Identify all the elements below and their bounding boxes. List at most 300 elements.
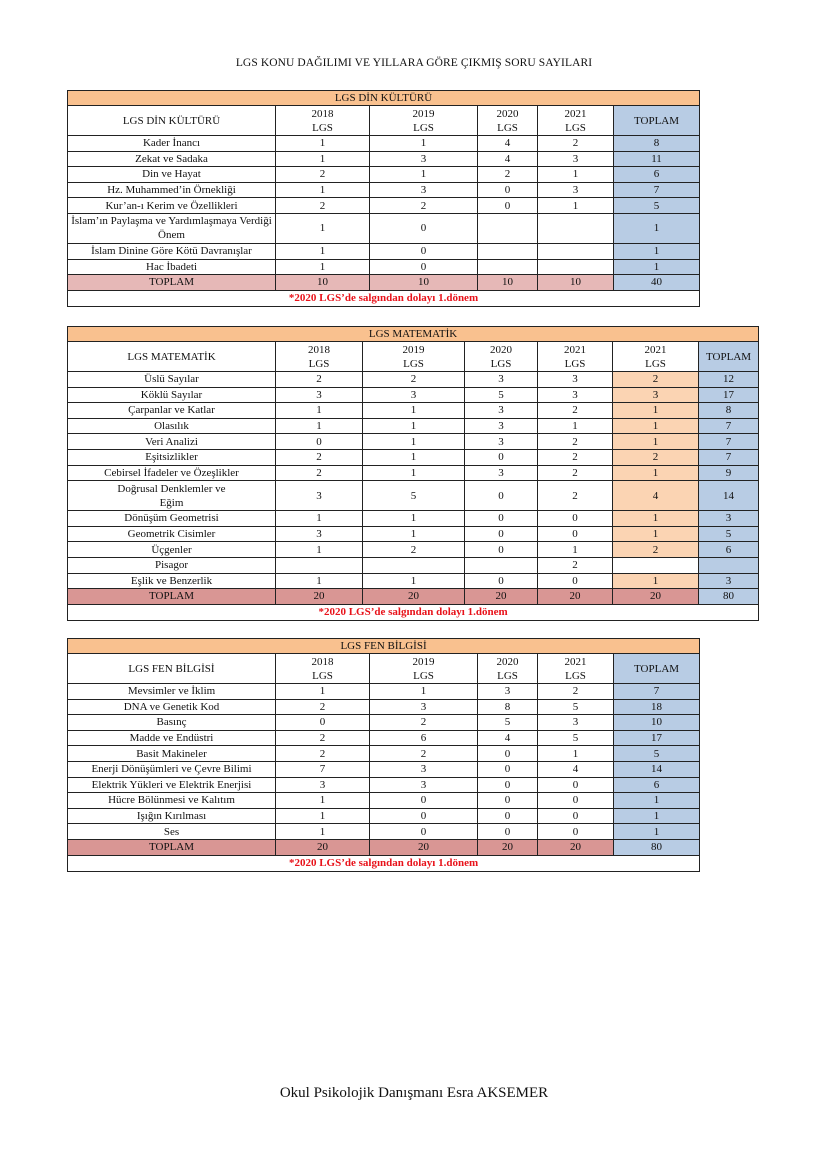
question-count: 1: [276, 684, 370, 700]
question-count: 0: [478, 793, 538, 809]
question-count: [538, 213, 614, 243]
year-sum: 10: [370, 275, 478, 291]
sum-row: [68, 275, 700, 291]
table-row: [68, 824, 700, 840]
question-count: 1: [613, 465, 699, 481]
question-count: 5: [538, 730, 614, 746]
question-count: 1: [276, 824, 370, 840]
question-count: 2: [370, 715, 478, 731]
year-label: 2021: [564, 343, 586, 356]
year-label: 2021: [564, 655, 587, 668]
exam-label: LGS: [312, 669, 333, 682]
table-row: [68, 481, 759, 511]
question-count: 0: [478, 824, 538, 840]
question-count: 1: [363, 449, 465, 465]
year-column-header: [538, 654, 614, 684]
table-row: [68, 213, 700, 243]
total-column-header: TOPLAM: [614, 654, 700, 684]
topic-label: Cebirsel İfadeler ve Özeşlikler: [68, 465, 276, 481]
question-count: 1: [363, 434, 465, 450]
question-count: 2: [538, 449, 613, 465]
question-count: 2: [276, 449, 363, 465]
question-count: 3: [465, 403, 538, 419]
year-column-header: [478, 106, 538, 136]
row-total: 7: [699, 449, 759, 465]
question-count: 2: [363, 542, 465, 558]
table-row: [68, 198, 700, 214]
question-count: 3: [538, 387, 613, 403]
question-count: 3: [465, 418, 538, 434]
table-row: [68, 151, 700, 167]
question-count: 1: [276, 403, 363, 419]
table-title-row: [68, 327, 759, 342]
topic-label: Üçgenler: [68, 542, 276, 558]
total-column-header: TOPLAM: [614, 106, 700, 136]
year-column-header: [363, 342, 465, 372]
question-count: 0: [538, 526, 613, 542]
exam-label: LGS: [413, 669, 434, 682]
question-count: 0: [276, 434, 363, 450]
question-count: 4: [478, 151, 538, 167]
year-column-header: [478, 654, 538, 684]
topic-label: Işığın Kırılması: [68, 808, 276, 824]
question-count: 2: [613, 372, 699, 388]
question-count: 0: [465, 481, 538, 511]
question-count: 3: [465, 434, 538, 450]
year-sum: 20: [370, 839, 478, 855]
row-total: 6: [614, 777, 700, 793]
row-total: 5: [699, 526, 759, 542]
question-count: 5: [465, 387, 538, 403]
question-count: 1: [370, 136, 478, 152]
question-count: 1: [613, 511, 699, 527]
question-count: 0: [478, 198, 538, 214]
question-count: 1: [538, 167, 614, 183]
row-total: 11: [614, 151, 700, 167]
row-total: 6: [614, 167, 700, 183]
question-count: [363, 557, 465, 573]
question-count: [465, 557, 538, 573]
question-count: 0: [276, 715, 370, 731]
header-row: [68, 342, 759, 372]
year-column-header: [538, 106, 614, 136]
year-label: 2018: [308, 343, 330, 356]
row-total: 7: [699, 418, 759, 434]
question-count: 2: [613, 449, 699, 465]
question-count: 1: [276, 418, 363, 434]
question-count: [478, 259, 538, 275]
corner-header: LGS FEN BİLGİSİ: [68, 654, 276, 684]
question-count: 3: [465, 465, 538, 481]
exam-label: LGS: [645, 357, 666, 370]
topic-label: Üslü Sayılar: [68, 372, 276, 388]
row-total: 9: [699, 465, 759, 481]
question-count: 3: [370, 699, 478, 715]
total-column-header: TOPLAM: [699, 342, 759, 372]
question-count: 0: [370, 824, 478, 840]
table-row: [68, 684, 700, 700]
table-row: [68, 449, 759, 465]
question-count: 1: [538, 746, 614, 762]
question-count: 5: [478, 715, 538, 731]
table-row: [68, 259, 700, 275]
table-title: LGS MATEMATİK: [68, 327, 759, 342]
table-row: [68, 542, 759, 558]
row-total: 1: [614, 213, 700, 243]
table-row: [68, 136, 700, 152]
topic-label: Çarpanlar ve Katlar: [68, 403, 276, 419]
topic-label: Hz. Muhammed’in Örnekliği: [68, 182, 276, 198]
topic-label: Olasılık: [68, 418, 276, 434]
year-column-header: [613, 342, 699, 372]
topic-label: Eşitsizlikler: [68, 449, 276, 465]
sum-row: [68, 589, 759, 605]
table-row: [68, 465, 759, 481]
question-count: 0: [478, 746, 538, 762]
year-label: 2018: [311, 107, 334, 120]
topic-label: Kur’an-ı Kerim ve Özellikleri: [68, 198, 276, 214]
year-column-header: [465, 342, 538, 372]
question-count: 1: [363, 403, 465, 419]
year-sum: 20: [276, 589, 363, 605]
table-row: [68, 167, 700, 183]
year-sum: 20: [613, 589, 699, 605]
note-row: [68, 604, 759, 620]
exam-label: LGS: [565, 121, 586, 134]
table-row: [68, 243, 700, 259]
question-count: 0: [478, 777, 538, 793]
row-total: 17: [614, 730, 700, 746]
exam-label: LGS: [413, 121, 434, 134]
topic-label: Kader İnancı: [68, 136, 276, 152]
question-count: 2: [538, 481, 613, 511]
pandemic-note: *2020 LGS’de salgından dolayı 1.dönem: [68, 290, 700, 306]
grand-total: 80: [699, 589, 759, 605]
row-total: 1: [614, 808, 700, 824]
question-count: 3: [465, 372, 538, 388]
row-total: 8: [699, 403, 759, 419]
exam-label: LGS: [490, 357, 512, 370]
row-total: 7: [699, 434, 759, 450]
question-count: 2: [538, 557, 613, 573]
table-row: [68, 793, 700, 809]
question-count: 1: [613, 403, 699, 419]
question-count: 1: [538, 198, 614, 214]
year-label: 2019: [402, 343, 425, 356]
question-count: 6: [370, 730, 478, 746]
question-count: 1: [363, 465, 465, 481]
fen-bilgisi-table: [67, 638, 700, 872]
table-row: [68, 746, 700, 762]
exam-label: LGS: [564, 357, 586, 370]
row-total: 1: [614, 243, 700, 259]
row-total: [699, 557, 759, 573]
question-count: 2: [538, 465, 613, 481]
question-count: 8: [478, 699, 538, 715]
question-count: 3: [276, 481, 363, 511]
topic-label: Basit Makineler: [68, 746, 276, 762]
exam-label: LGS: [497, 669, 518, 682]
topic-label: Eşlik ve Benzerlik: [68, 573, 276, 589]
row-total: 12: [699, 372, 759, 388]
year-label: 2019: [412, 655, 435, 668]
question-count: 4: [613, 481, 699, 511]
question-count: 2: [478, 167, 538, 183]
topic-label: Madde ve Endüstri: [68, 730, 276, 746]
year-column-header: [370, 654, 478, 684]
question-count: 3: [538, 372, 613, 388]
year-label: 2021: [564, 107, 587, 120]
question-count: [613, 557, 699, 573]
question-count: 1: [276, 808, 370, 824]
question-count: 0: [538, 824, 614, 840]
exam-label: LGS: [312, 121, 333, 134]
year-label: 2018: [311, 655, 334, 668]
question-count: [478, 243, 538, 259]
topic-label: Geometrik Cisimler: [68, 526, 276, 542]
table-title-row: [68, 639, 700, 654]
year-sum: 20: [478, 839, 538, 855]
question-count: [538, 243, 614, 259]
question-count: 1: [613, 434, 699, 450]
question-count: 1: [613, 526, 699, 542]
question-count: 1: [276, 573, 363, 589]
question-count: 1: [538, 542, 613, 558]
year-label: 2019: [412, 107, 435, 120]
table-row: [68, 526, 759, 542]
table-row: [68, 182, 700, 198]
question-count: 3: [363, 387, 465, 403]
table-row: [68, 730, 700, 746]
question-count: 2: [276, 465, 363, 481]
question-count: 2: [538, 684, 614, 700]
question-count: 5: [363, 481, 465, 511]
topic-label: İslam Dinine Göre Kötü Davranışlar: [68, 243, 276, 259]
row-total: 17: [699, 387, 759, 403]
table-row: [68, 434, 759, 450]
table-row: [68, 573, 759, 589]
question-count: 1: [370, 684, 478, 700]
din-kulturu-table: [67, 90, 700, 307]
question-count: 1: [276, 243, 370, 259]
question-count: 1: [363, 511, 465, 527]
row-total: 10: [614, 715, 700, 731]
header-row: [68, 106, 700, 136]
sum-row: [68, 839, 700, 855]
question-count: 0: [370, 243, 478, 259]
question-count: 1: [276, 136, 370, 152]
topic-label: Basınç: [68, 715, 276, 731]
question-count: 2: [276, 372, 363, 388]
footer-author: Okul Psikolojik Danışmanı Esra AKSEMER: [279, 1085, 549, 1101]
table-row: [68, 418, 759, 434]
question-count: 0: [478, 761, 538, 777]
row-total: 1: [614, 259, 700, 275]
year-column-header: [370, 106, 478, 136]
question-count: 0: [478, 182, 538, 198]
question-count: 4: [538, 761, 614, 777]
question-count: 3: [370, 182, 478, 198]
table-row: [68, 808, 700, 824]
year-sum: 10: [276, 275, 370, 291]
question-count: 2: [363, 372, 465, 388]
table-title: LGS DİN KÜLTÜRÜ: [68, 91, 700, 106]
topic-label: DNA ve Genetik Kod: [68, 699, 276, 715]
row-total: 7: [614, 684, 700, 700]
question-count: 2: [538, 434, 613, 450]
row-total: 3: [699, 511, 759, 527]
year-sum: 20: [465, 589, 538, 605]
question-count: 2: [370, 746, 478, 762]
question-count: 3: [276, 777, 370, 793]
question-count: 1: [363, 573, 465, 589]
question-count: 4: [478, 136, 538, 152]
topic-label: Köklü Sayılar: [68, 387, 276, 403]
topic-label: Doğrusal Denklemler ve Eğim: [68, 481, 276, 511]
year-label: 2020: [496, 655, 519, 668]
question-count: 7: [276, 761, 370, 777]
row-total: 5: [614, 198, 700, 214]
row-total: 3: [699, 573, 759, 589]
table-row: [68, 387, 759, 403]
year-sum: 10: [478, 275, 538, 291]
question-count: [538, 259, 614, 275]
topic-label: Mevsimler ve İklim: [68, 684, 276, 700]
topic-label: Hücre Bölünmesi ve Kalıtım: [68, 793, 276, 809]
row-total: 6: [699, 542, 759, 558]
year-column-header: [276, 106, 370, 136]
row-total: 5: [614, 746, 700, 762]
question-count: 2: [276, 198, 370, 214]
question-count: 1: [363, 418, 465, 434]
question-count: 0: [538, 511, 613, 527]
question-count: 3: [370, 761, 478, 777]
year-label: 2020: [496, 107, 519, 120]
row-total: 8: [614, 136, 700, 152]
row-total: 14: [614, 761, 700, 777]
question-count: 1: [276, 511, 363, 527]
corner-header: LGS DİN KÜLTÜRÜ: [68, 106, 276, 136]
question-count: 1: [613, 573, 699, 589]
question-count: 3: [276, 387, 363, 403]
question-count: 0: [538, 573, 613, 589]
question-count: 1: [276, 793, 370, 809]
question-count: 1: [276, 213, 370, 243]
row-total: 7: [614, 182, 700, 198]
question-count: [276, 557, 363, 573]
year-sum: 20: [538, 589, 613, 605]
question-count: 0: [370, 808, 478, 824]
row-total: 14: [699, 481, 759, 511]
question-count: 2: [370, 198, 478, 214]
question-count: 0: [478, 808, 538, 824]
year-label: 2021: [644, 343, 667, 356]
corner-header: LGS MATEMATİK: [68, 342, 276, 372]
question-count: 3: [538, 715, 614, 731]
exam-label: LGS: [565, 669, 586, 682]
exam-label: LGS: [403, 357, 424, 370]
question-count: 0: [370, 213, 478, 243]
pandemic-note: *2020 LGS’de salgından dolayı 1.dönem: [68, 855, 700, 871]
question-count: 2: [276, 699, 370, 715]
question-count: 0: [465, 511, 538, 527]
grand-total: 40: [614, 275, 700, 291]
question-count: 1: [276, 182, 370, 198]
topic-label: Ses: [68, 824, 276, 840]
table-row: [68, 777, 700, 793]
topic-label: Pisagor: [68, 557, 276, 573]
topic-label: Din ve Hayat: [68, 167, 276, 183]
table-row: [68, 511, 759, 527]
table-title-row: [68, 91, 700, 106]
question-count: 0: [465, 449, 538, 465]
grand-total: 80: [614, 839, 700, 855]
question-count: 3: [370, 151, 478, 167]
question-count: 0: [538, 793, 614, 809]
question-count: 3: [538, 182, 614, 198]
question-count: 1: [370, 167, 478, 183]
table-row: [68, 372, 759, 388]
question-count: 2: [276, 167, 370, 183]
year-column-header: [276, 342, 363, 372]
header-row: [68, 654, 700, 684]
question-count: 2: [276, 746, 370, 762]
question-count: 0: [370, 793, 478, 809]
question-count: 3: [370, 777, 478, 793]
question-count: 2: [538, 403, 613, 419]
question-count: 0: [538, 808, 614, 824]
topic-label: İslam’ın Paylaşma ve Yardımlaşmaya Verdiği Önem: [68, 213, 276, 243]
topic-label: Veri Analizi: [68, 434, 276, 450]
sum-label: TOPLAM: [68, 839, 276, 855]
topic-label: Enerji Dönüşümleri ve Çevre Bilimi: [68, 761, 276, 777]
question-count: 2: [538, 136, 614, 152]
question-count: 3: [538, 151, 614, 167]
question-count: 1: [276, 151, 370, 167]
note-row: [68, 290, 700, 306]
row-total: 1: [614, 824, 700, 840]
question-count: 1: [613, 418, 699, 434]
table-row: [68, 557, 759, 573]
question-count: 0: [538, 777, 614, 793]
question-count: 4: [478, 730, 538, 746]
question-count: 3: [276, 526, 363, 542]
question-count: 0: [465, 573, 538, 589]
note-row: [68, 855, 700, 871]
sum-label: TOPLAM: [68, 275, 276, 291]
question-count: 1: [538, 418, 613, 434]
year-column-header: [276, 654, 370, 684]
question-count: 1: [276, 259, 370, 275]
topic-label: Zekat ve Sadaka: [68, 151, 276, 167]
year-sum: 20: [276, 839, 370, 855]
row-total: 1: [614, 793, 700, 809]
topic-label: Dönüşüm Geometrisi: [68, 511, 276, 527]
question-count: 3: [478, 684, 538, 700]
question-count: 0: [465, 542, 538, 558]
question-count: 5: [538, 699, 614, 715]
year-sum: 20: [363, 589, 465, 605]
exam-label: LGS: [308, 357, 330, 370]
exam-label: LGS: [497, 121, 518, 134]
document-title: LGS KONU DAĞILIMI VE YILLARA GÖRE ÇIKMIŞ SORU SAYILARI: [235, 57, 593, 69]
year-sum: 10: [538, 275, 614, 291]
table-title: LGS FEN BİLGİSİ: [68, 639, 700, 654]
question-count: 2: [613, 542, 699, 558]
topic-label: Hac İbadeti: [68, 259, 276, 275]
pandemic-note: *2020 LGS’de salgından dolayı 1.dönem: [68, 604, 759, 620]
matematik-table: [67, 326, 759, 621]
